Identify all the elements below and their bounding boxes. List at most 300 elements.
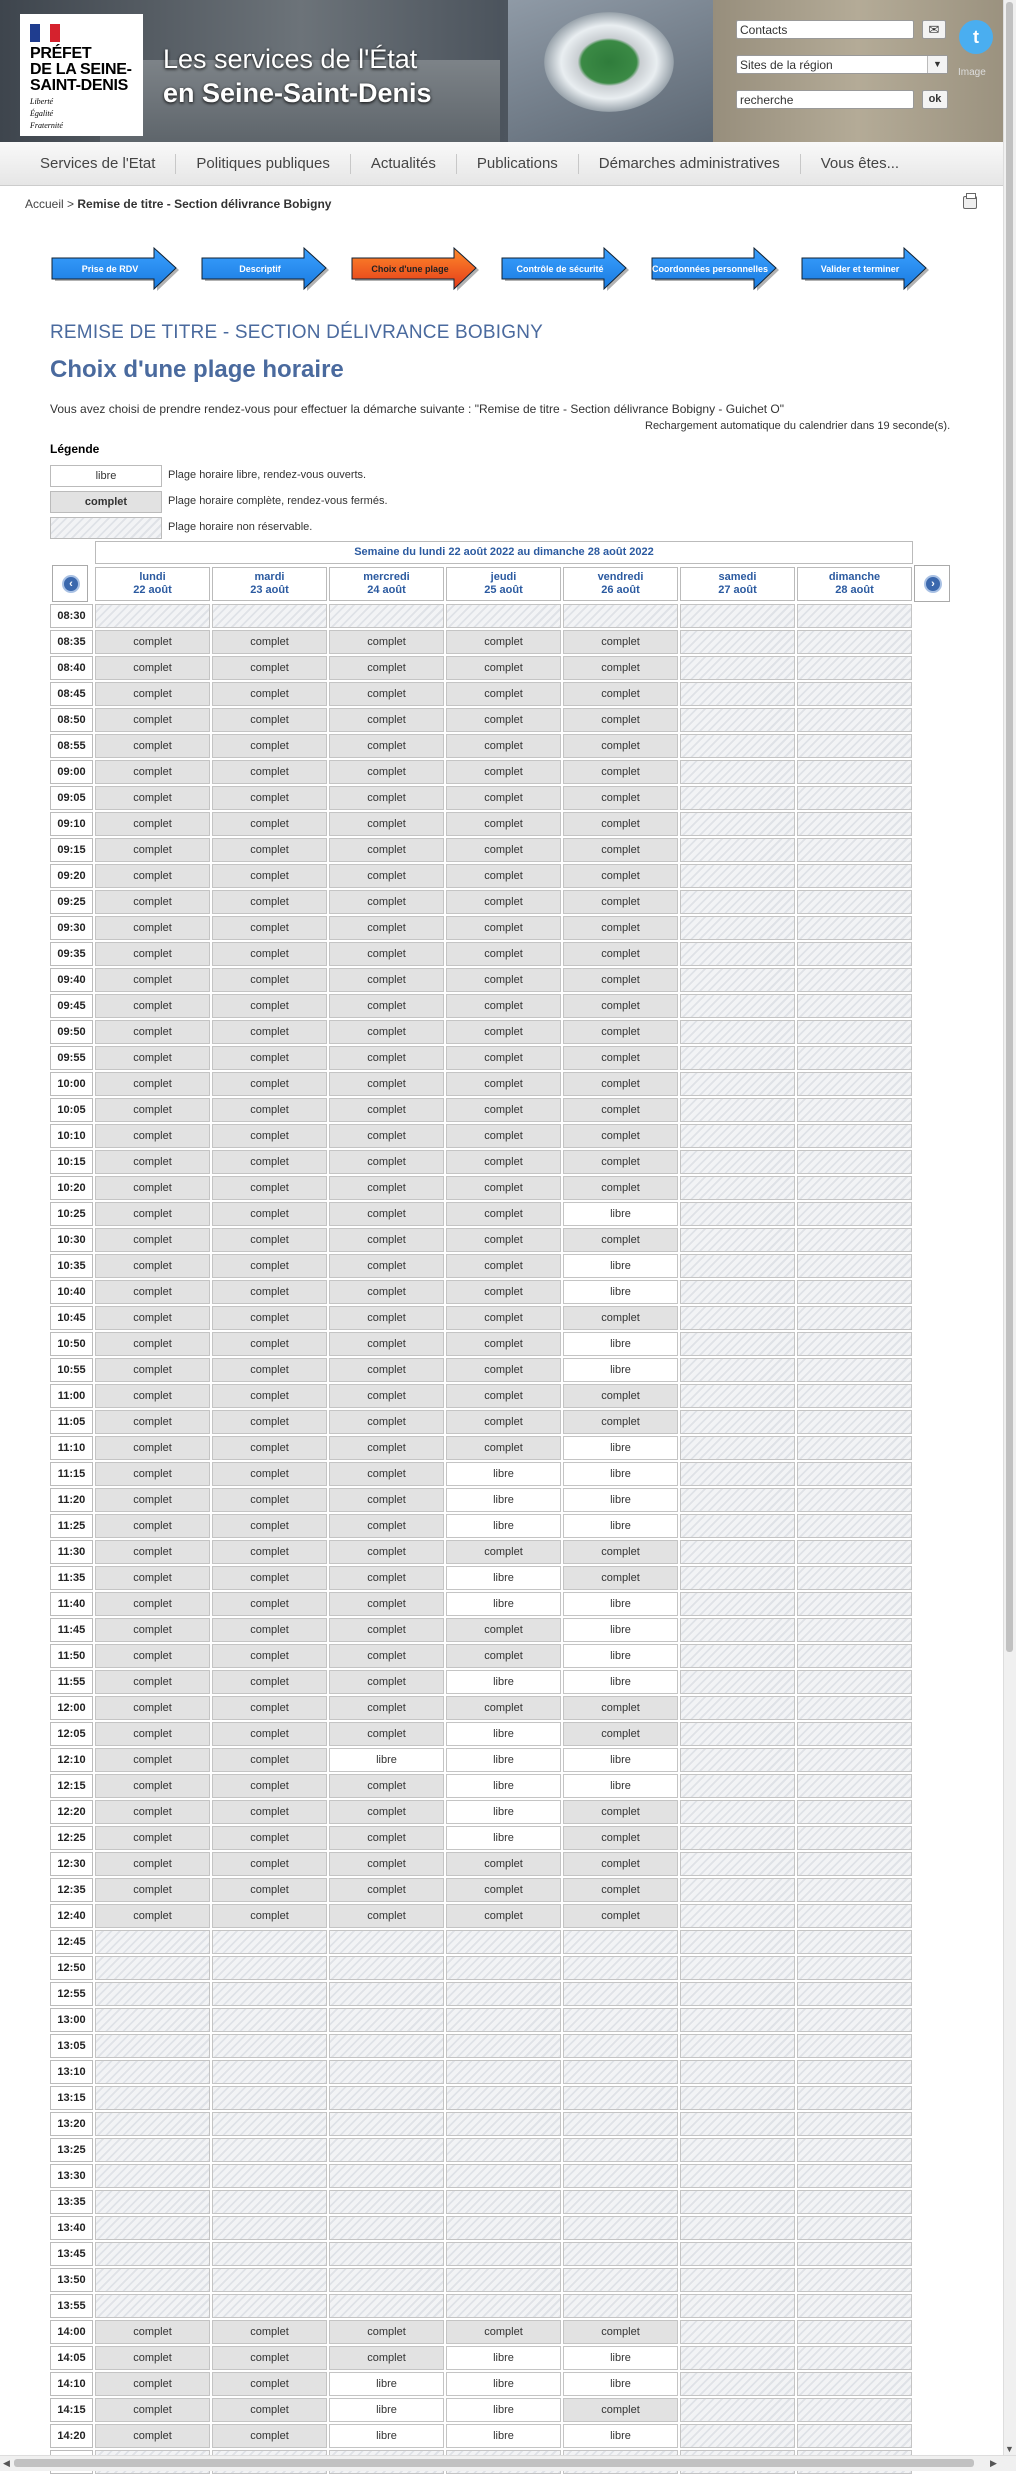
- search-ok-button[interactable]: ok: [922, 90, 948, 109]
- step-6[interactable]: [800, 247, 932, 292]
- time-slot-hatch: [797, 916, 912, 940]
- time-slot-hatch: [563, 2034, 678, 2058]
- step-label: Choix d'une plage: [371, 264, 449, 274]
- time-slot-libre[interactable]: libre: [563, 1644, 678, 1668]
- time-slot-complet: complet: [446, 942, 561, 966]
- time-slot-complet: complet: [212, 1800, 327, 1824]
- time-slot-libre[interactable]: libre: [563, 1618, 678, 1642]
- time-label: 08:45: [50, 682, 93, 706]
- nav-item-publications[interactable]: Publications: [457, 154, 579, 174]
- day-date: 28 août: [835, 584, 874, 596]
- nav-item-services[interactable]: Services de l'Etat: [20, 154, 176, 174]
- sites-region-value: Sites de la région: [740, 58, 833, 72]
- time-slot-hatch: [563, 604, 678, 628]
- time-slot-libre[interactable]: libre: [563, 2346, 678, 2370]
- twitter-icon[interactable]: t: [959, 20, 993, 54]
- time-slot-libre[interactable]: libre: [329, 2372, 444, 2396]
- time-slot-complet: complet: [446, 1046, 561, 1070]
- time-slot-complet: complet: [95, 2424, 210, 2448]
- time-slot-complet: complet: [212, 708, 327, 732]
- time-slot-libre[interactable]: libre: [446, 1514, 561, 1538]
- time-slot-hatch: [797, 1280, 912, 1304]
- day-name: dimanche: [828, 571, 881, 583]
- time-slot-hatch: [446, 1982, 561, 2006]
- time-slot-complet: complet: [212, 682, 327, 706]
- time-label: 12:40: [50, 1904, 93, 1928]
- time-slot-libre[interactable]: libre: [329, 1748, 444, 1772]
- time-slot-hatch: [797, 1436, 912, 1460]
- time-slot-hatch: [797, 994, 912, 1018]
- time-slot-hatch: [446, 2008, 561, 2032]
- time-slot-complet: complet: [329, 1774, 444, 1798]
- time-slot-complet: complet: [329, 1566, 444, 1590]
- day-header-lundi: [95, 567, 210, 601]
- time-slot-hatch: [212, 1930, 327, 1954]
- time-slot-hatch: [797, 1358, 912, 1382]
- time-slot-hatch: [329, 2190, 444, 2214]
- time-slot-hatch: [95, 2086, 210, 2110]
- time-slot-libre[interactable]: libre: [563, 1592, 678, 1616]
- motto-line-2: Égalité: [30, 109, 54, 118]
- nav-item-politiques[interactable]: Politiques publiques: [176, 154, 350, 174]
- time-slot-hatch: [212, 2034, 327, 2058]
- time-label: 10:20: [50, 1176, 93, 1200]
- time-slot-libre[interactable]: libre: [446, 1774, 561, 1798]
- main-nav: [0, 142, 1003, 186]
- time-slot-complet: complet: [95, 1722, 210, 1746]
- time-slot-complet: complet: [95, 1280, 210, 1304]
- time-slot-hatch: [797, 682, 912, 706]
- time-slot-complet: complet: [563, 994, 678, 1018]
- time-slot-complet: complet: [563, 734, 678, 758]
- time-slot-complet: complet: [95, 1826, 210, 1850]
- time-slot-complet: complet: [95, 812, 210, 836]
- demarche-title: REMISE DE TITRE - SECTION DÉLIVRANCE BOBIGNY: [50, 322, 544, 343]
- time-slot-complet: complet: [212, 1332, 327, 1356]
- time-slot-hatch: [563, 2216, 678, 2240]
- time-label: 11:45: [50, 1618, 93, 1642]
- legend-libre-swatch: libre: [50, 465, 162, 487]
- time-slot-hatch: [680, 708, 795, 732]
- time-slot-hatch: [212, 1956, 327, 1980]
- time-slot-complet: complet: [329, 1670, 444, 1694]
- time-slot-complet: complet: [212, 786, 327, 810]
- time-label: 13:15: [50, 2086, 93, 2110]
- time-slot-complet: complet: [329, 1514, 444, 1538]
- day-date: 24 août: [367, 584, 406, 596]
- time-slot-hatch: [95, 2190, 210, 2214]
- time-slot-complet: complet: [95, 1904, 210, 1928]
- time-slot-hatch: [680, 2424, 795, 2448]
- time-slot-hatch: [797, 890, 912, 914]
- sites-region-select[interactable]: [736, 55, 948, 74]
- time-slot-hatch: [797, 1332, 912, 1356]
- time-label: 11:25: [50, 1514, 93, 1538]
- time-slot-hatch: [212, 2216, 327, 2240]
- time-slot-complet: complet: [212, 1280, 327, 1304]
- horizontal-scrollbar-thumb[interactable]: [14, 2459, 974, 2467]
- time-slot-libre[interactable]: libre: [446, 1800, 561, 1824]
- time-slot-hatch: [329, 1956, 444, 1980]
- time-slot-hatch: [680, 1072, 795, 1096]
- time-slot-hatch: [329, 2060, 444, 2084]
- time-label: 10:55: [50, 1358, 93, 1382]
- time-slot-hatch: [797, 1748, 912, 1772]
- time-slot-libre[interactable]: libre: [563, 1670, 678, 1694]
- time-slot-hatch: [797, 1124, 912, 1148]
- time-slot-hatch: [329, 2112, 444, 2136]
- time-label: 09:00: [50, 760, 93, 784]
- time-slot-hatch: [797, 1020, 912, 1044]
- page-title: Choix d'une plage horaire: [50, 356, 344, 383]
- time-slot-complet: complet: [95, 1202, 210, 1226]
- time-slot-complet: complet: [563, 1852, 678, 1876]
- time-slot-libre[interactable]: libre: [563, 1280, 678, 1304]
- time-slot-complet: complet: [329, 1826, 444, 1850]
- time-slot-libre[interactable]: libre: [563, 1358, 678, 1382]
- time-slot-complet: complet: [563, 942, 678, 966]
- time-slot-complet: complet: [329, 968, 444, 992]
- time-slot-hatch: [680, 1124, 795, 1148]
- time-slot-complet: complet: [329, 1098, 444, 1122]
- time-slot-libre[interactable]: libre: [446, 1670, 561, 1694]
- time-slot-libre[interactable]: libre: [446, 1462, 561, 1486]
- time-label: 13:30: [50, 2164, 93, 2188]
- time-slot-hatch: [680, 1410, 795, 1434]
- step-4[interactable]: [500, 247, 632, 292]
- arrow-left-icon: ‹: [62, 575, 80, 593]
- time-slot-complet: complet: [329, 1540, 444, 1564]
- time-slot-libre[interactable]: libre: [446, 1826, 561, 1850]
- time-slot-hatch: [797, 1826, 912, 1850]
- time-label: 08:30: [50, 604, 93, 628]
- legend-complet-text: Plage horaire complète, rendez-vous fermés.: [168, 495, 388, 507]
- time-slot-complet: complet: [212, 1748, 327, 1772]
- time-slot-hatch: [797, 1462, 912, 1486]
- time-slot-complet: complet: [212, 1774, 327, 1798]
- time-slot-hatch: [446, 1930, 561, 1954]
- time-slot-libre[interactable]: libre: [329, 2424, 444, 2448]
- time-slot-hatch: [797, 1176, 912, 1200]
- nav-item-demarches[interactable]: Démarches administratives: [579, 154, 801, 174]
- time-slot-hatch: [797, 1982, 912, 2006]
- time-slot-complet: complet: [446, 1436, 561, 1460]
- time-slot-hatch: [797, 1800, 912, 1824]
- site-title-line-1: Les services de l'État: [163, 44, 418, 74]
- time-slot-libre[interactable]: libre: [446, 1592, 561, 1616]
- time-slot-complet: complet: [563, 708, 678, 732]
- time-slot-hatch: [680, 1098, 795, 1122]
- time-label: 14:10: [50, 2372, 93, 2396]
- time-slot-complet: complet: [95, 2320, 210, 2344]
- time-label: 09:45: [50, 994, 93, 1018]
- time-slot-complet: complet: [95, 656, 210, 680]
- time-slot-libre[interactable]: libre: [329, 2398, 444, 2422]
- time-label: 09:30: [50, 916, 93, 940]
- time-slot-hatch: [329, 604, 444, 628]
- time-slot-complet: complet: [329, 1644, 444, 1668]
- time-label: 10:05: [50, 1098, 93, 1122]
- time-slot-libre[interactable]: libre: [563, 1748, 678, 1772]
- time-slot-hatch: [680, 1566, 795, 1590]
- time-slot-hatch: [797, 1306, 912, 1330]
- time-slot-hatch: [680, 1280, 795, 1304]
- scroll-right-arrow-icon[interactable]: ▶: [990, 2458, 997, 2468]
- time-slot-complet: complet: [95, 2346, 210, 2370]
- time-slot-complet: complet: [563, 1020, 678, 1044]
- next-week-button[interactable]: [914, 565, 950, 602]
- time-slot-hatch: [446, 2034, 561, 2058]
- time-slot-hatch: [212, 2242, 327, 2266]
- time-slot-complet: complet: [563, 916, 678, 940]
- time-slot-complet: complet: [212, 1384, 327, 1408]
- time-slot-hatch: [680, 1748, 795, 1772]
- scroll-left-arrow-icon[interactable]: ◀: [3, 2458, 10, 2468]
- legend-row-complet: [50, 491, 450, 513]
- time-slot-complet: complet: [329, 1072, 444, 1096]
- time-slot-hatch: [680, 1618, 795, 1642]
- time-slot-libre[interactable]: libre: [446, 1722, 561, 1746]
- time-slot-hatch: [797, 2216, 912, 2240]
- time-slot-complet: complet: [212, 1592, 327, 1616]
- time-slot-complet: complet: [212, 1618, 327, 1642]
- time-slot-libre[interactable]: libre: [563, 1436, 678, 1460]
- time-slot-complet: complet: [212, 1514, 327, 1538]
- time-slot-complet: complet: [329, 864, 444, 888]
- time-label: 09:25: [50, 890, 93, 914]
- legend-libre-text: Plage horaire libre, rendez-vous ouverts.: [168, 469, 367, 481]
- time-slot-hatch: [797, 1514, 912, 1538]
- time-slot-complet: complet: [329, 812, 444, 836]
- time-slot-hatch: [680, 2112, 795, 2136]
- time-slot-hatch: [680, 1228, 795, 1252]
- day-header-mardi: [212, 567, 327, 601]
- time-slot-hatch: [329, 1930, 444, 1954]
- time-slot-complet: complet: [329, 1852, 444, 1876]
- time-slot-complet: complet: [329, 786, 444, 810]
- step-1[interactable]: [50, 247, 182, 292]
- time-slot-complet: complet: [563, 1046, 678, 1070]
- time-slot-complet: complet: [563, 1384, 678, 1408]
- time-slot-hatch: [797, 760, 912, 784]
- time-slot-complet: complet: [329, 1800, 444, 1824]
- time-slot-hatch: [680, 1670, 795, 1694]
- time-slot-libre[interactable]: libre: [446, 2346, 561, 2370]
- time-slot-libre[interactable]: libre: [563, 1202, 678, 1226]
- step-label: Coordonnées personnelles: [651, 264, 769, 274]
- time-label: 11:15: [50, 1462, 93, 1486]
- time-slot-hatch: [95, 2138, 210, 2162]
- time-slot-hatch: [797, 1150, 912, 1174]
- time-slot-hatch: [797, 1618, 912, 1642]
- time-slot-libre[interactable]: libre: [563, 1332, 678, 1356]
- day-date: 25 août: [484, 584, 523, 596]
- time-slot-hatch: [680, 1332, 795, 1356]
- time-slot-complet: complet: [95, 1644, 210, 1668]
- time-slot-complet: complet: [95, 1670, 210, 1694]
- time-slot-libre[interactable]: libre: [446, 2424, 561, 2448]
- site-title[interactable]: [163, 42, 432, 110]
- time-slot-complet: complet: [95, 1384, 210, 1408]
- day-header-dimanche: [797, 567, 912, 601]
- time-slot-libre[interactable]: libre: [563, 1462, 678, 1486]
- time-slot-complet: complet: [563, 656, 678, 680]
- time-slot-complet: complet: [95, 1046, 210, 1070]
- time-slot-hatch: [680, 916, 795, 940]
- day-name: samedi: [718, 571, 757, 583]
- time-slot-complet: complet: [563, 1124, 678, 1148]
- time-slot-complet: complet: [446, 1540, 561, 1564]
- time-slot-libre[interactable]: libre: [563, 1514, 678, 1538]
- step-2[interactable]: [200, 247, 332, 292]
- time-slot-libre[interactable]: libre: [563, 2372, 678, 2396]
- time-slot-hatch: [797, 1540, 912, 1564]
- time-slot-hatch: [680, 968, 795, 992]
- time-label: 09:05: [50, 786, 93, 810]
- search-input[interactable]: recherche: [736, 90, 914, 109]
- time-slot-complet: complet: [212, 1254, 327, 1278]
- time-slot-hatch: [797, 2190, 912, 2214]
- time-slot-libre[interactable]: libre: [446, 1488, 561, 1512]
- time-slot-complet: complet: [212, 1436, 327, 1460]
- time-slot-libre[interactable]: libre: [446, 1566, 561, 1590]
- time-slot-hatch: [680, 1254, 795, 1278]
- time-slot-hatch: [797, 1488, 912, 1512]
- time-slot-hatch: [563, 1956, 678, 1980]
- time-slot-libre[interactable]: libre: [446, 1748, 561, 1772]
- logo-line-2: DE LA SEINE-: [30, 61, 132, 78]
- time-slot-complet: complet: [95, 1436, 210, 1460]
- time-slot-complet: complet: [446, 838, 561, 862]
- time-slot-complet: complet: [95, 1358, 210, 1382]
- time-slot-complet: complet: [446, 1176, 561, 1200]
- time-slot-complet: complet: [212, 994, 327, 1018]
- time-slot-complet: complet: [95, 786, 210, 810]
- time-label: 12:55: [50, 1982, 93, 2006]
- legend-title: Légende: [50, 442, 100, 456]
- time-slot-hatch: [797, 2294, 912, 2318]
- time-label: 11:50: [50, 1644, 93, 1668]
- time-slot-complet: complet: [563, 1800, 678, 1824]
- time-slot-complet: complet: [329, 1176, 444, 1200]
- time-label: 11:05: [50, 1410, 93, 1434]
- time-slot-complet: complet: [212, 1540, 327, 1564]
- time-slot-complet: complet: [329, 1280, 444, 1304]
- time-slot-hatch: [95, 2112, 210, 2136]
- time-slot-complet: complet: [446, 1150, 561, 1174]
- time-slot-libre[interactable]: libre: [446, 2398, 561, 2422]
- time-slot-complet: complet: [563, 760, 678, 784]
- time-slot-hatch: [797, 1046, 912, 1070]
- time-slot-complet: complet: [329, 1592, 444, 1616]
- previous-week-button[interactable]: [52, 565, 88, 602]
- breadcrumb-home[interactable]: Accueil: [25, 197, 64, 211]
- time-slot-hatch: [680, 1982, 795, 2006]
- scroll-down-arrow-icon[interactable]: ▼: [1005, 2444, 1014, 2454]
- prefecture-logo[interactable]: [20, 14, 143, 136]
- time-slot-complet: complet: [446, 1332, 561, 1356]
- time-slot-complet: complet: [212, 916, 327, 940]
- time-slot-hatch: [95, 2008, 210, 2032]
- time-slot-libre[interactable]: libre: [563, 2424, 678, 2448]
- time-slot-hatch: [797, 2320, 912, 2344]
- step-5[interactable]: [650, 247, 782, 292]
- time-slot-complet: complet: [563, 838, 678, 862]
- time-slot-libre[interactable]: libre: [446, 2372, 561, 2396]
- day-date: 22 août: [133, 584, 172, 596]
- time-slot-complet: complet: [446, 1124, 561, 1148]
- search-row: [736, 90, 996, 113]
- time-slot-complet: complet: [563, 786, 678, 810]
- time-slot-complet: complet: [212, 1098, 327, 1122]
- time-slot-complet: complet: [95, 630, 210, 654]
- time-slot-complet: complet: [329, 1488, 444, 1512]
- motto-line-3: Fraternité: [30, 121, 63, 130]
- time-slot-hatch: [446, 2294, 561, 2318]
- time-slot-complet: complet: [329, 942, 444, 966]
- time-slot-hatch: [329, 2242, 444, 2266]
- intro-text: Vous avez choisi de prendre rendez-vous pour effectuer la démarche suivante : "Remise de titre - Section délivrance Bobigny - Guichet O": [50, 402, 785, 416]
- time-slot-complet: complet: [212, 1852, 327, 1876]
- breadcrumb: [25, 197, 331, 211]
- time-slot-complet: complet: [329, 1254, 444, 1278]
- time-slot-complet: complet: [212, 1722, 327, 1746]
- time-slot-complet: complet: [212, 890, 327, 914]
- time-label: 14:05: [50, 2346, 93, 2370]
- time-slot-hatch: [680, 2320, 795, 2344]
- time-slot-complet: complet: [446, 1410, 561, 1434]
- time-slot-complet: complet: [446, 1644, 561, 1668]
- time-slot-libre[interactable]: libre: [563, 1254, 678, 1278]
- time-slot-complet: complet: [95, 1774, 210, 1798]
- time-slot-complet: complet: [563, 1696, 678, 1720]
- time-slot-hatch: [680, 890, 795, 914]
- legend-hatch-swatch: [50, 517, 162, 539]
- time-label: 13:55: [50, 2294, 93, 2318]
- time-slot-complet: complet: [212, 838, 327, 862]
- time-slot-complet: complet: [563, 682, 678, 706]
- print-icon[interactable]: [963, 196, 977, 209]
- mail-icon[interactable]: ✉: [922, 20, 946, 39]
- time-slot-complet: complet: [329, 760, 444, 784]
- time-slot-hatch: [797, 1956, 912, 1980]
- time-slot-complet: complet: [446, 1904, 561, 1928]
- time-slot-complet: complet: [563, 812, 678, 836]
- nav-item-vous-etes[interactable]: Vous êtes...: [820, 154, 900, 172]
- time-slot-hatch: [797, 942, 912, 966]
- time-label: 11:10: [50, 1436, 93, 1460]
- time-slot-complet: complet: [446, 630, 561, 654]
- nav-item-actualites[interactable]: Actualités: [351, 154, 457, 174]
- time-slot-complet: complet: [446, 916, 561, 940]
- contacts-select[interactable]: Contacts: [736, 20, 914, 39]
- time-slot-hatch: [212, 2138, 327, 2162]
- time-label: 09:20: [50, 864, 93, 888]
- time-slot-hatch: [680, 812, 795, 836]
- vertical-scrollbar-thumb[interactable]: [1006, 2, 1013, 1652]
- time-slot-hatch: [563, 2060, 678, 2084]
- time-slot-libre[interactable]: libre: [563, 1488, 678, 1512]
- time-slot-libre[interactable]: libre: [563, 1774, 678, 1798]
- step-3[interactable]: [350, 247, 482, 292]
- time-slot-complet: complet: [212, 2320, 327, 2344]
- time-slot-complet: complet: [95, 916, 210, 940]
- time-slot-hatch: [95, 2164, 210, 2188]
- time-slot-complet: complet: [95, 2372, 210, 2396]
- time-slot-hatch: [797, 1384, 912, 1408]
- day-name: vendredi: [597, 571, 644, 583]
- time-slot-hatch: [563, 2086, 678, 2110]
